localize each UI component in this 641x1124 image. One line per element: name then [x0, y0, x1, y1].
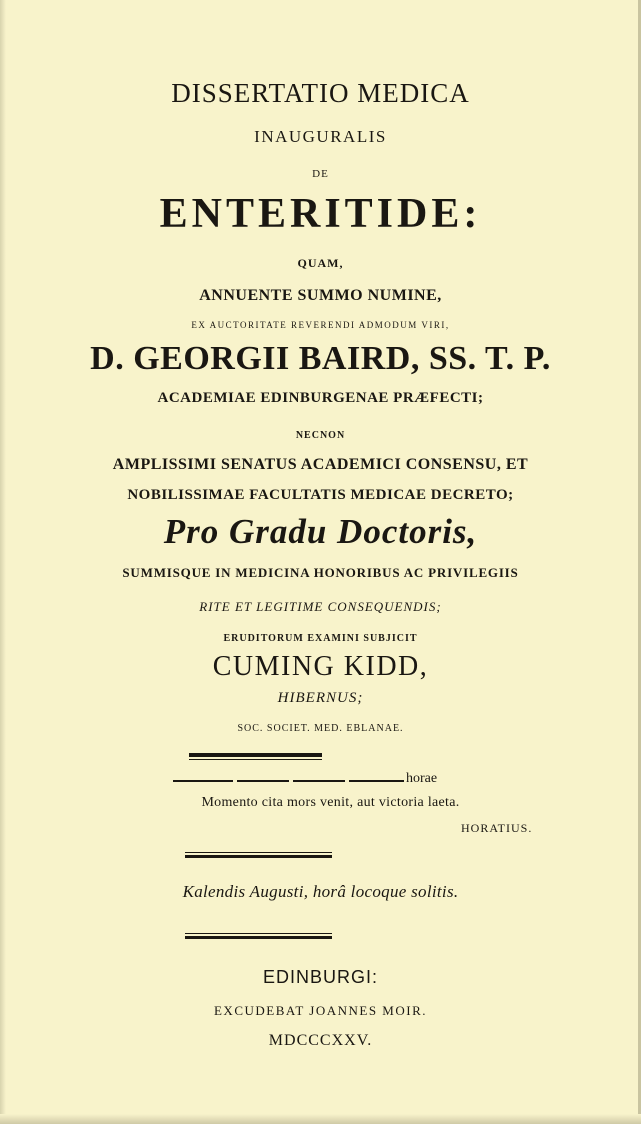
epigraph-dash	[349, 780, 404, 782]
imprint-year: MDCCCXXV.	[268, 1032, 373, 1049]
annuente-line: ANNUENTE SUMMO NUMINE,	[199, 287, 442, 304]
necnon-line: NECNON	[295, 430, 346, 441]
double-rule-thin	[189, 759, 322, 760]
academiae-line: ACADEMIAE EDINBURGENAE PRÆFECTI;	[157, 390, 484, 406]
double-rule-thick	[185, 936, 332, 939]
hibernus-line: HIBERNUS;	[277, 690, 364, 706]
double-rule-thin	[185, 852, 332, 853]
quam-line: QUAM,	[297, 256, 344, 270]
topic-heading: ENTERITIDE:	[159, 191, 482, 237]
rite-line: RITE ET LEGITIME CONSEQUENDIS;	[199, 599, 442, 614]
dissertation-title: DISSERTATIO MEDICA	[171, 78, 470, 108]
date-line: Kalendis Augusti, horâ locoque solitis.	[182, 882, 459, 901]
auctoritate-line: EX AUCTORITATE REVERENDI ADMODUM VIRI,	[191, 320, 450, 330]
double-rule-thin	[185, 933, 332, 934]
principal-name: D. GEORGII BAIRD, SS. T. P.	[90, 340, 551, 377]
pro-gradu-heading: Pro Gradu Doctoris,	[163, 512, 478, 551]
senatus-line: AMPLISSIMI SENATUS ACADEMICI CONSENSU, ET	[112, 456, 529, 473]
page-edge-shadow	[0, 1114, 641, 1124]
epigraph-attribution: HORATIUS.	[461, 821, 533, 835]
epigraph-horae: horae	[406, 771, 438, 786]
eruditorum-line: ERUDITORUM EXAMINI SUBJICIT	[223, 633, 418, 644]
epigraph-dash	[293, 780, 345, 782]
epigraph-dash	[173, 780, 233, 782]
imprint-place: EDINBURGI:	[262, 967, 378, 987]
society-line: SOC. SOCIET. MED. EBLANAE.	[237, 723, 404, 734]
summisque-line: SUMMISQUE IN MEDICINA HONORIBUS AC PRIVILEGIIS	[122, 565, 519, 580]
de-line: DE	[312, 168, 329, 180]
facultatis-line: NOBILISSIMAE FACULTATIS MEDICAE DECRETO;	[127, 487, 514, 503]
dissertation-subtitle: INAUGURALIS	[254, 127, 387, 146]
imprint-printer: EXCUDEBAT JOANNES MOIR.	[213, 1003, 428, 1018]
double-rule-thick	[185, 855, 332, 858]
epigraph-quote: Momento cita mors venit, aut victoria laeta.	[201, 795, 460, 810]
author-name: CUMING KIDD,	[212, 651, 429, 682]
double-rule-thick	[189, 753, 322, 757]
epigraph-dash	[237, 780, 289, 782]
